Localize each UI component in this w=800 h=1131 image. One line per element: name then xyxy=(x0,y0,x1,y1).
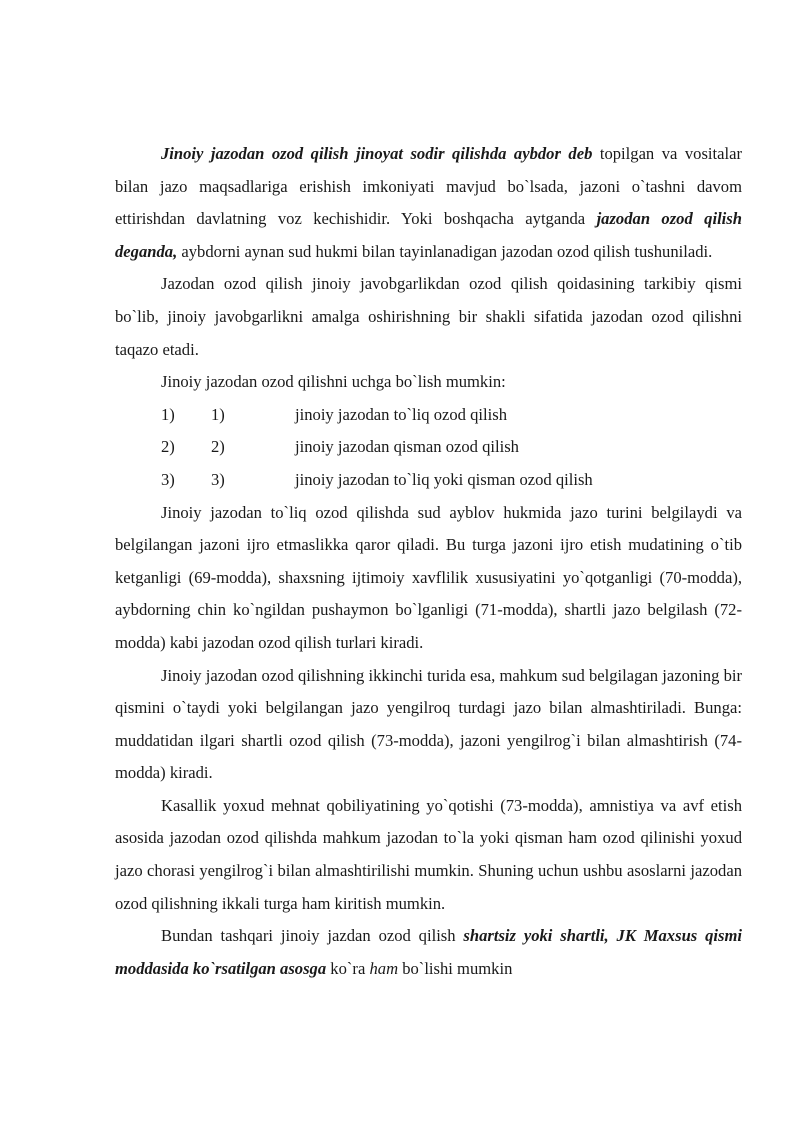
list-subnumber: 2) xyxy=(211,437,225,457)
list-subnumber: 3) xyxy=(211,469,225,489)
list-item-text: jinoiy jazodan to`liq yoki qisman ozod qilish xyxy=(295,469,593,489)
paragraph-7 xyxy=(115,920,742,985)
paragraph-2: Jazodan ozod qilish jinoiy javobgarlikdan ozod qilish qoidasining tarkibiy qismi bo`lib, jinoiy javobgarlikni amalga oshirishning bir shakli sifatida jazodan ozod qilishni taqazo etadi. xyxy=(115,274,742,359)
paragraph-7-text-1: Bundan tashqari jinoiy jazdan ozod qilish xyxy=(161,926,464,946)
list-subnumber: 1) xyxy=(211,404,225,424)
list-number: 1) xyxy=(161,404,175,424)
paragraph-1 xyxy=(115,138,742,268)
list-number: 2) xyxy=(161,437,175,457)
paragraph-1-emphasis-2: jazodan ozod qilish deganda, xyxy=(115,209,742,261)
paragraph-7-text-2: ko`ra xyxy=(326,958,370,978)
paragraph-7-text-3: bo`lishi mumkin xyxy=(398,958,513,978)
paragraph-6: Kasallik yoxud mehnat qobiliyatining yo`qotishi (73-modda), amnistiya va avf etish asosida jazodan ozod qilishda mahkum jazodan to`la yoki qisman ham ozod qilinishi yoxud jazo chorasi yengilrog`i bilan almashtirilishi mumkin. Shuning uchun ushbu asoslarni jazodan ozod qilishning ikkali turga ham kiritish mumkin. xyxy=(115,795,742,913)
paragraph-3: Jinoiy jazodan ozod qilishni uchga bo`lish mumkin: xyxy=(161,372,506,392)
paragraph-5: Jinoiy jazodan ozod qilishning ikkinchi turida esa, mahkum sud belgilagan jazoning bir qismini o`taydi yoki belgilangan jazo yengilroq turdagi jazo bilan almashtiriladi. Bunga: muddatidan ilgari shartli ozod qilish (73-modda), jazoni yengilrog`i bilan almashtirish (74-modda) kiradi. xyxy=(115,665,742,783)
paragraph-7-italic-1: ham xyxy=(369,958,399,978)
paragraph-7-emphasis-1: shartsiz yoki shartli, JK Maxsus qismi moddasida ko`rsatilgan asosga xyxy=(115,926,742,978)
list-item xyxy=(161,399,742,432)
paragraph-1-text-2: aybdorni aynan sud hukmi bilan tayinlanadigan jazodan ozod qilish tushuniladi. xyxy=(177,241,713,261)
document-body xyxy=(115,138,742,985)
list-number: 3) xyxy=(161,469,175,489)
paragraph-1-text-1: topilgan va vositalar bilan jazo maqsadlariga erishish imkoniyati mavjud bo`lsada, jazoni o`tashni davom ettirishdan davlatning voz kechishidir. Yoki boshqacha aytganda xyxy=(115,144,742,229)
list-item xyxy=(161,464,742,497)
paragraph-4: Jinoiy jazodan to`liq ozod qilishda sud ayblov hukmida jazo turini belgilaydi va belgilangan jazoni ijro etmaslikka qaror qiladi. Bu turga jazoni ijro etish mudatining o`tib ketganligi (69-modda), shaxsning ijtimoiy xavflilik xususiyatini yo`qotganligi (70-modda), aybdorning chin ko`ngildan pushaymon bo`lganligi (71-modda), shartli jazo belgilash (72-modda) kabi jazodan ozod qilish turlari kiradi. xyxy=(115,502,742,652)
list-item xyxy=(161,431,742,464)
list-item-text: jinoiy jazodan qisman ozod qilish xyxy=(295,437,519,457)
paragraph-1-emphasis-1: Jinoiy jazodan ozod qilish jinoyat sodir qilishda aybdor deb xyxy=(161,144,593,163)
list-item-text: jinoiy jazodan to`liq ozod qilish xyxy=(295,404,507,424)
